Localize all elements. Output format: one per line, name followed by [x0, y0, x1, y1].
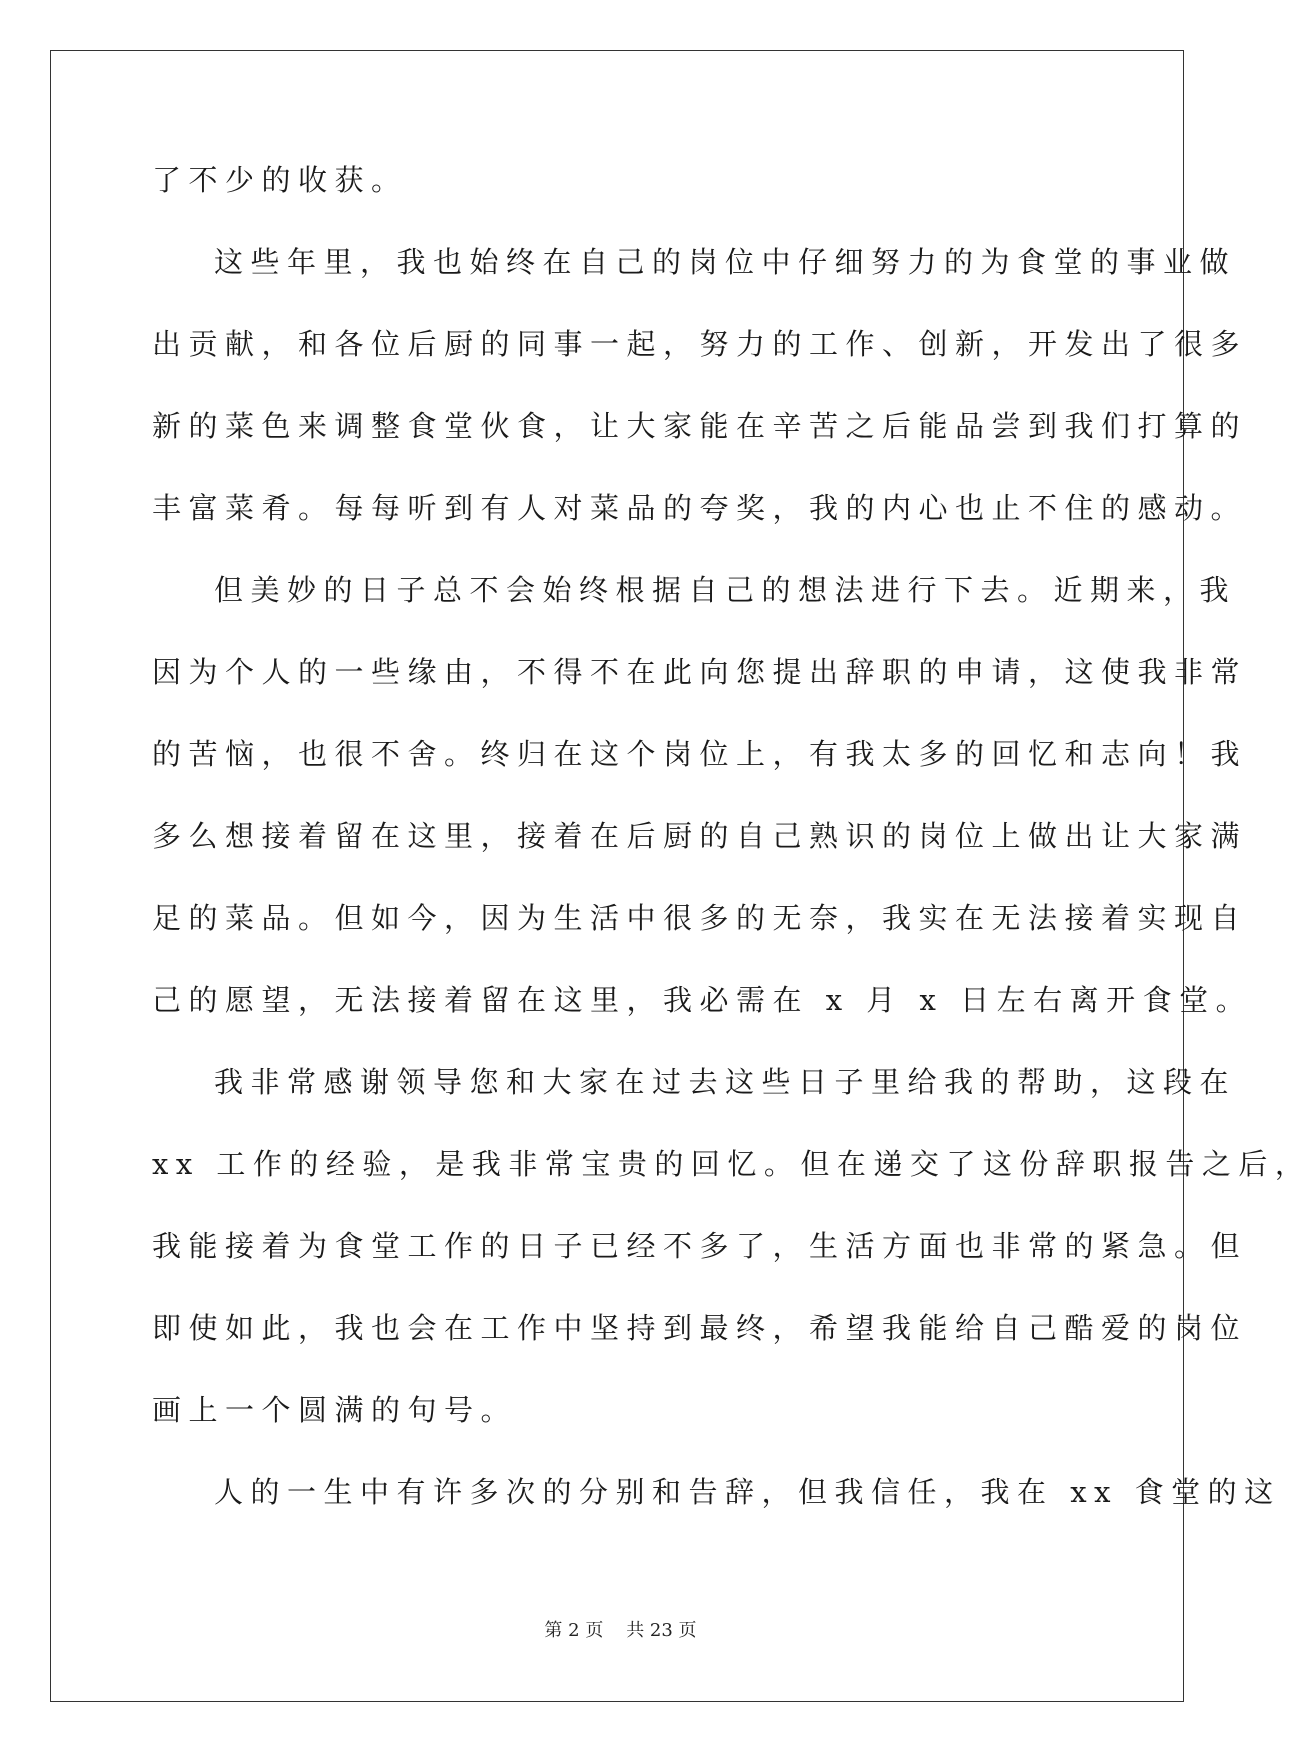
text-line: 足的菜品。但如今，因为生活中很多的无奈，我实在无法接着实现自	[152, 901, 1248, 935]
page-number-footer: 第 2 页 共 23 页	[544, 1620, 697, 1641]
text-line: 出贡献，和各位后厨的同事一起，努力的工作、创新，开发出了很多	[152, 327, 1248, 361]
text-line: 因为个人的一些缘由，不得不在此向您提出辞职的申请，这使我非常	[152, 655, 1248, 689]
text-line: 即使如此，我也会在工作中坚持到最终，希望我能给自己酷爱的岗位	[152, 1311, 1248, 1345]
text-line: 人的一生中有许多次的分别和告辞，但我信任，我在 xx 食堂的这	[214, 1475, 1281, 1509]
text-line: 这些年里，我也始终在自己的岗位中仔细努力的为食堂的事业做	[214, 245, 1237, 279]
text-line: xx 工作的经验，是我非常宝贵的回忆。但在递交了这份辞职报告之后，	[152, 1147, 1311, 1181]
text-line: 画上一个圆满的句号。	[152, 1393, 518, 1427]
text-line: 但美妙的日子总不会始终根据自己的想法进行下去。近期来，我	[214, 573, 1237, 607]
text-line: 己的愿望，无法接着留在这里，我必需在 x 月 x 日左右离开食堂。	[152, 983, 1253, 1017]
text-line: 了不少的收获。	[152, 163, 408, 197]
text-line: 的苦恼，也很不舍。终归在这个岗位上，有我太多的回忆和志向！我	[152, 737, 1248, 771]
text-line: 新的菜色来调整食堂伙食，让大家能在辛苦之后能品尝到我们打算的	[152, 409, 1248, 443]
text-line: 我能接着为食堂工作的日子已经不多了，生活方面也非常的紧急。但	[152, 1229, 1248, 1263]
text-line: 丰富菜肴。每每听到有人对菜品的夸奖，我的内心也止不住的感动。	[152, 491, 1248, 525]
text-line: 我非常感谢领导您和大家在过去这些日子里给我的帮助，这段在	[214, 1065, 1237, 1099]
text-line: 多么想接着留在这里，接着在后厨的自己熟识的岗位上做出让大家满	[152, 819, 1248, 853]
document-body	[152, 160, 1311, 1554]
